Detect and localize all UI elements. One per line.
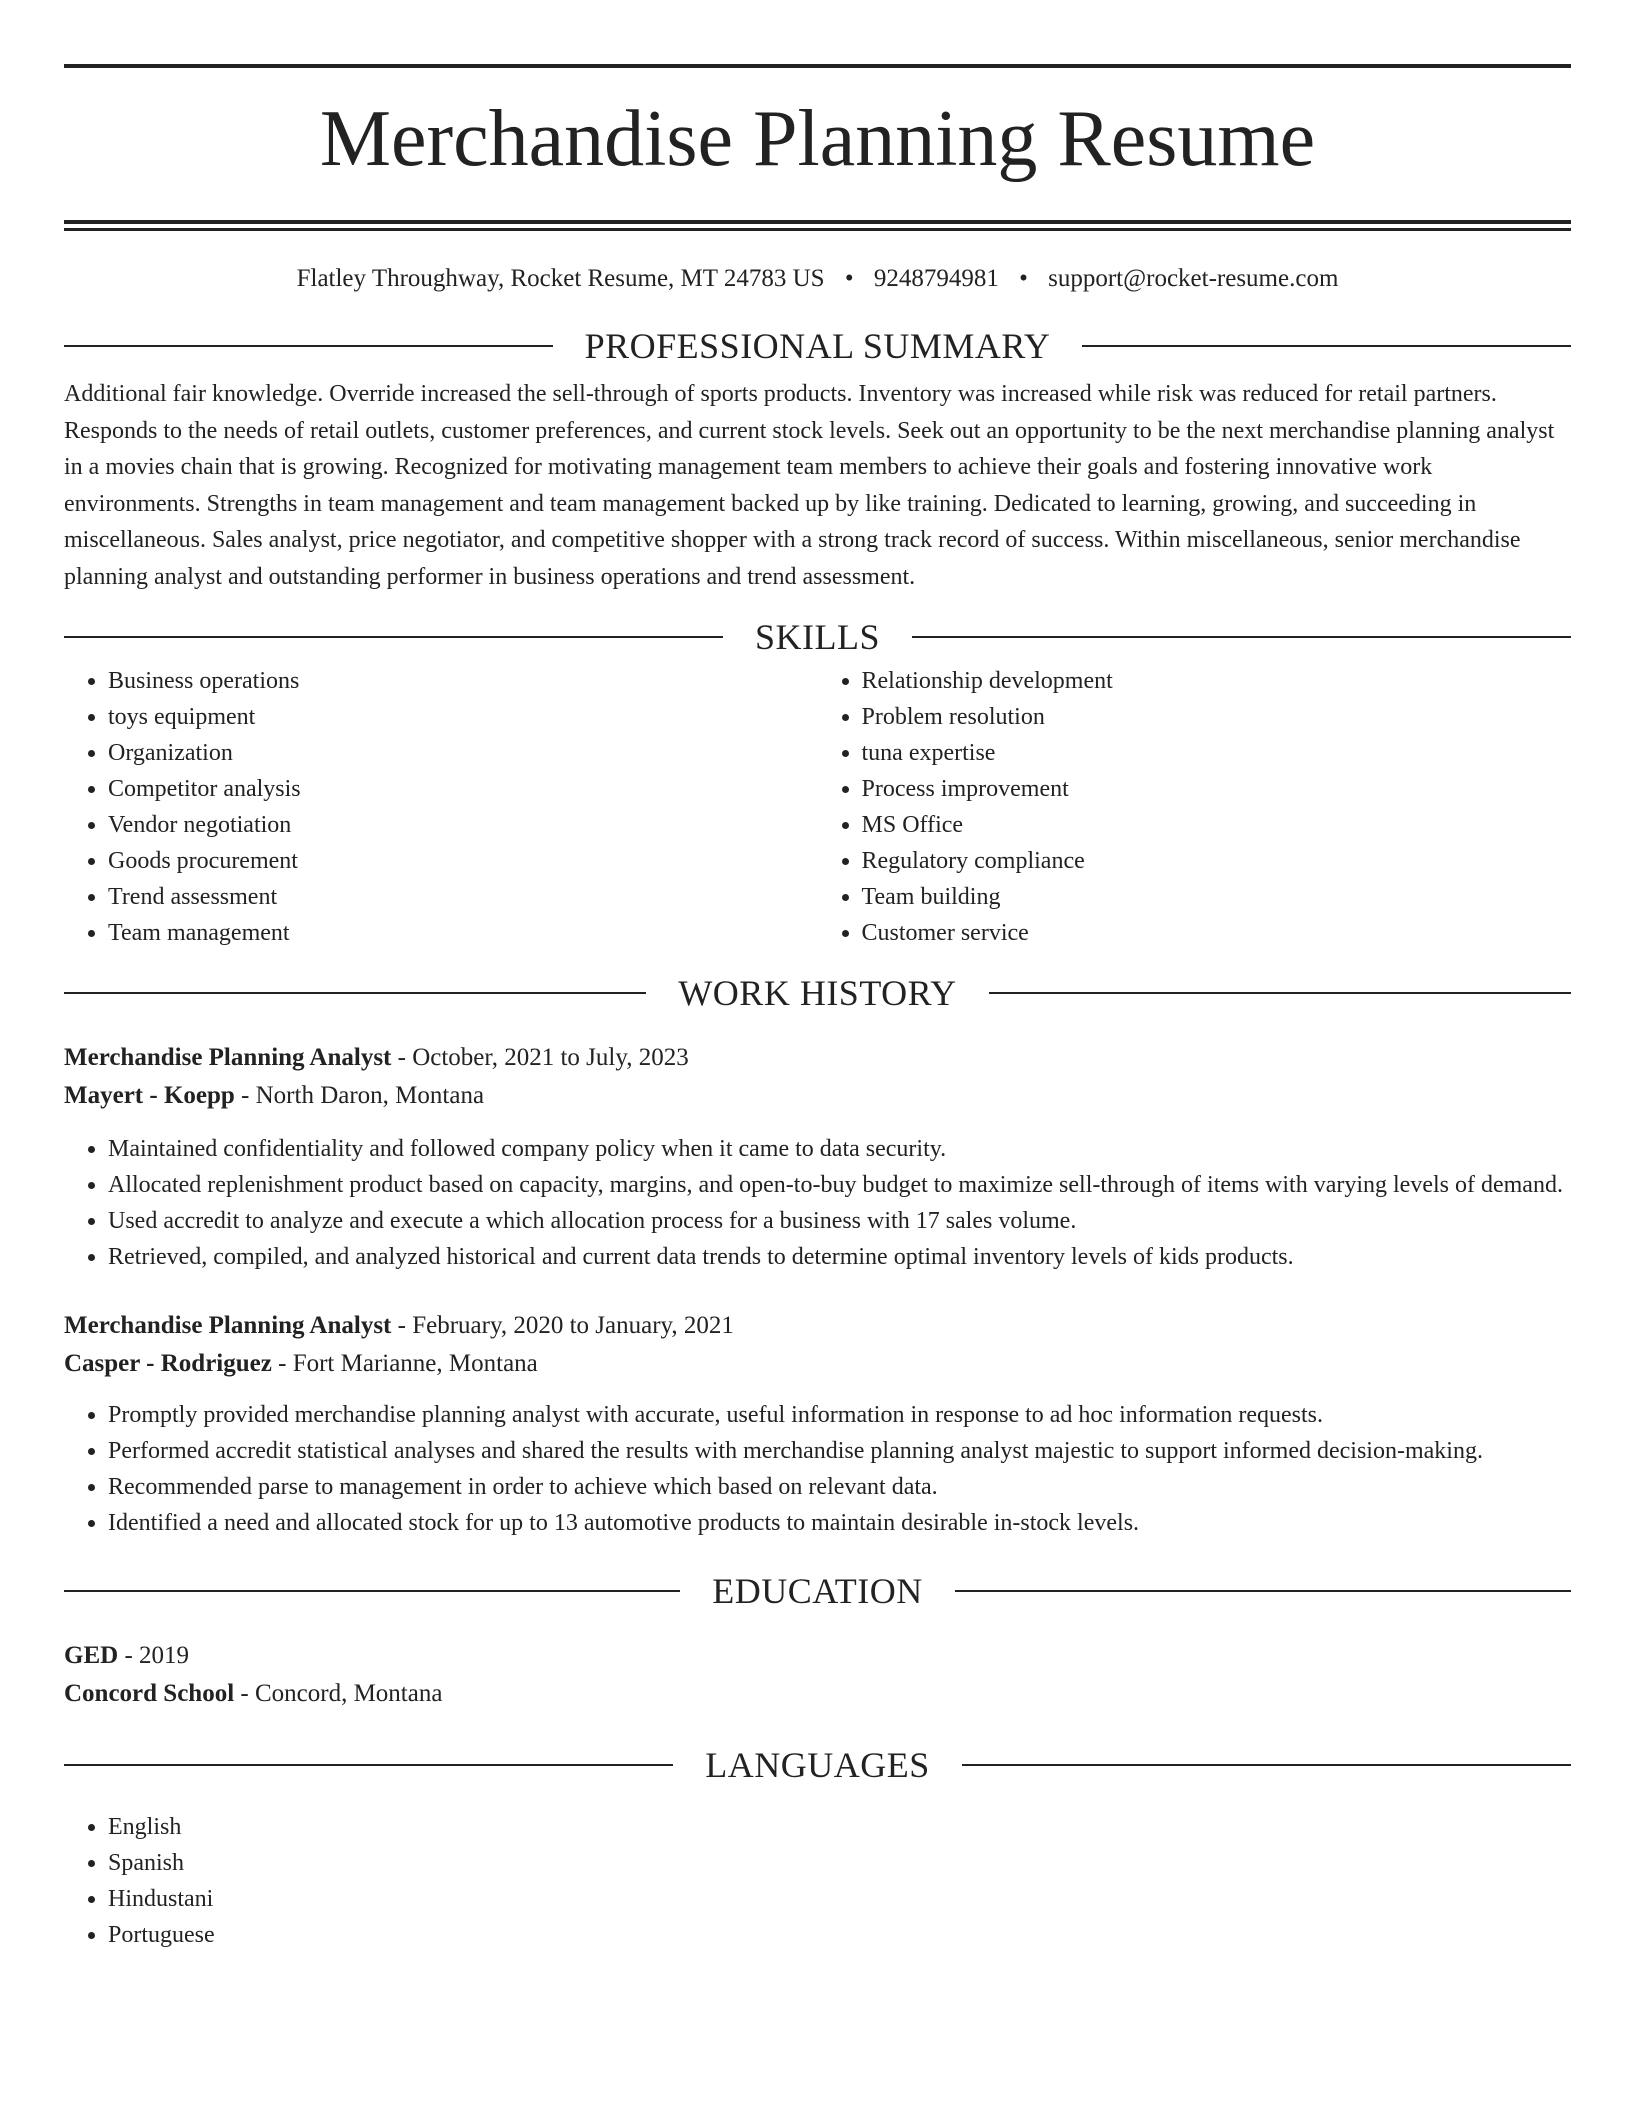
summary-text: Additional fair knowledge. Override increased the sell-through of sports products. Inventory was increased while risk was reduced for retail partners. Responds to the needs of retail outlets, customer preferences, and current stock levels. Seek out an opportunity to be the next merchandise planning analyst in a movies chain that is growing. Recognized for motivating management team members to achieve their goals and fostering innovative work environments. Strengths in team management and team management backed up by like training. Dedicated to learning, growing, and succeeding in miscellaneous. Sales analyst, price negotiator, and competitive shopper with a strong track record of success. Within miscellaneous, senior merchandise planning analyst and outstanding performer in business operations and trend assessment. bbox=[64, 381, 1555, 590]
language-item: • Portuguese bbox=[108, 1917, 1571, 1953]
language-item: • Spanish bbox=[108, 1845, 1571, 1881]
job-title: Merchandise Planning Analyst bbox=[64, 1312, 392, 1339]
skills-columns bbox=[64, 663, 1571, 951]
job-company: Casper - Rodriguez bbox=[64, 1350, 272, 1377]
summary-heading bbox=[64, 326, 1571, 366]
skill-item: • Competitor analysis bbox=[108, 771, 818, 807]
job-bullet: • Used accredit to analyze and execute a which allocation process for a business with 17 sales volume. bbox=[108, 1203, 1571, 1239]
skills-heading bbox=[64, 617, 1571, 657]
education-school: Concord School bbox=[64, 1680, 235, 1707]
skill-item: • Regulatory compliance bbox=[862, 843, 1572, 879]
job-location: Fort Marianne, Montana bbox=[292, 1350, 538, 1377]
education-degree-line bbox=[64, 1637, 1571, 1675]
skill-item: • Relationship development bbox=[862, 663, 1572, 699]
languages-heading-label: LANGUAGES bbox=[705, 1745, 930, 1785]
title-double-rule bbox=[64, 220, 1571, 231]
job-bullet: • Performed accredit statistical analyses and shared the results with merchandise planning analyst majestic to support informed decision-making. bbox=[108, 1433, 1571, 1469]
education-heading bbox=[64, 1571, 1571, 1611]
job-bullet: • Retrieved, compiled, and analyzed historical and current data trends to determine optimal inventory levels of kids products. bbox=[108, 1239, 1571, 1275]
skills-list-left bbox=[64, 663, 818, 951]
page-title: Merchandise Planning Resume bbox=[319, 95, 1316, 183]
contact-email: support@rocket-resume.com bbox=[1048, 265, 1339, 292]
education-entry bbox=[64, 1637, 1571, 1713]
skill-item: • tuna expertise bbox=[862, 735, 1572, 771]
top-rule bbox=[64, 64, 1571, 68]
heading-rule bbox=[962, 1764, 1571, 1766]
dash: - bbox=[391, 1044, 413, 1071]
dash: - bbox=[234, 1082, 256, 1109]
heading-rule bbox=[64, 1764, 673, 1766]
heading-rule bbox=[1082, 345, 1571, 347]
heading-rule bbox=[64, 345, 553, 347]
contact-line bbox=[64, 262, 1571, 296]
skill-item: • Problem resolution bbox=[862, 699, 1572, 735]
education-heading-label: EDUCATION bbox=[712, 1571, 923, 1611]
work-heading-label: WORK HISTORY bbox=[678, 973, 957, 1013]
job-title-line bbox=[64, 1307, 1571, 1345]
skill-item: • Process improvement bbox=[862, 771, 1572, 807]
skill-item: • Organization bbox=[108, 735, 818, 771]
job-bullet: • Promptly provided merchandise planning analyst with accurate, useful information in response to ad hoc information requests. bbox=[108, 1397, 1571, 1433]
work-heading bbox=[64, 973, 1571, 1013]
resume-page bbox=[64, 64, 1571, 1953]
job-title-line bbox=[64, 1039, 1571, 1077]
job-title: Merchandise Planning Analyst bbox=[64, 1044, 392, 1071]
dash: - bbox=[391, 1312, 413, 1339]
job-company-line bbox=[64, 1345, 1571, 1383]
dash: - bbox=[234, 1680, 255, 1707]
skill-item: • Trend assessment bbox=[108, 879, 818, 915]
skills-list-right bbox=[818, 663, 1572, 951]
heading-rule bbox=[955, 1590, 1571, 1592]
languages-list bbox=[64, 1809, 1571, 1953]
education-location: Concord, Montana bbox=[254, 1680, 443, 1707]
job-location: North Daron, Montana bbox=[255, 1082, 485, 1109]
languages-heading bbox=[64, 1745, 1571, 1785]
heading-rule bbox=[64, 1590, 680, 1592]
job-bullet: • Maintained confidentiality and followed company policy when it came to data security. bbox=[108, 1131, 1571, 1167]
skill-item: • toys equipment bbox=[108, 699, 818, 735]
job-company-line bbox=[64, 1077, 1571, 1115]
dash: - bbox=[271, 1350, 293, 1377]
job-company: Mayert - Koepp bbox=[64, 1082, 235, 1109]
language-item: • English bbox=[108, 1809, 1571, 1845]
skill-item: • Vendor negotiation bbox=[108, 807, 818, 843]
skills-heading-label: SKILLS bbox=[755, 617, 881, 657]
job-bullet: • Recommended parse to management in order to achieve which based on relevant data. bbox=[108, 1469, 1571, 1505]
job-bullets bbox=[64, 1131, 1571, 1275]
skill-item: • MS Office bbox=[862, 807, 1572, 843]
education-year: 2019 bbox=[139, 1642, 190, 1669]
job-dates: October, 2021 to July, 2023 bbox=[412, 1044, 689, 1071]
job-entry bbox=[64, 1039, 1571, 1275]
contact-separator: • bbox=[1019, 265, 1028, 292]
skill-item: • Customer service bbox=[862, 915, 1572, 951]
heading-rule bbox=[64, 992, 646, 994]
education-school-line bbox=[64, 1675, 1571, 1713]
heading-rule bbox=[64, 636, 723, 638]
contact-phone: 9248794981 bbox=[873, 265, 999, 292]
job-dates: February, 2020 to January, 2021 bbox=[412, 1312, 734, 1339]
heading-rule bbox=[912, 636, 1571, 638]
contact-separator: • bbox=[844, 265, 854, 292]
job-entry bbox=[64, 1307, 1571, 1541]
job-bullet: • Identified a need and allocated stock for up to 13 automotive products to maintain desirable in-stock levels. bbox=[108, 1505, 1571, 1541]
skill-item: • Goods procurement bbox=[108, 843, 818, 879]
job-bullets bbox=[64, 1397, 1571, 1541]
education-degree: GED bbox=[64, 1642, 119, 1669]
dash: - bbox=[118, 1642, 140, 1669]
summary-heading-label: PROFESSIONAL SUMMARY bbox=[584, 326, 1051, 366]
job-bullet: • Allocated replenishment product based on capacity, margins, and open-to-buy budget to maximize sell-through of items with varying levels of demand. bbox=[108, 1167, 1571, 1203]
contact-address: Flatley Throughway, Rocket Resume, MT 24783 US bbox=[296, 265, 825, 292]
language-item: • Hindustani bbox=[108, 1881, 1571, 1917]
heading-rule bbox=[989, 992, 1571, 994]
skill-item: • Business operations bbox=[108, 663, 818, 699]
skill-item: • Team management bbox=[108, 915, 818, 951]
skill-item: • Team building bbox=[862, 879, 1572, 915]
